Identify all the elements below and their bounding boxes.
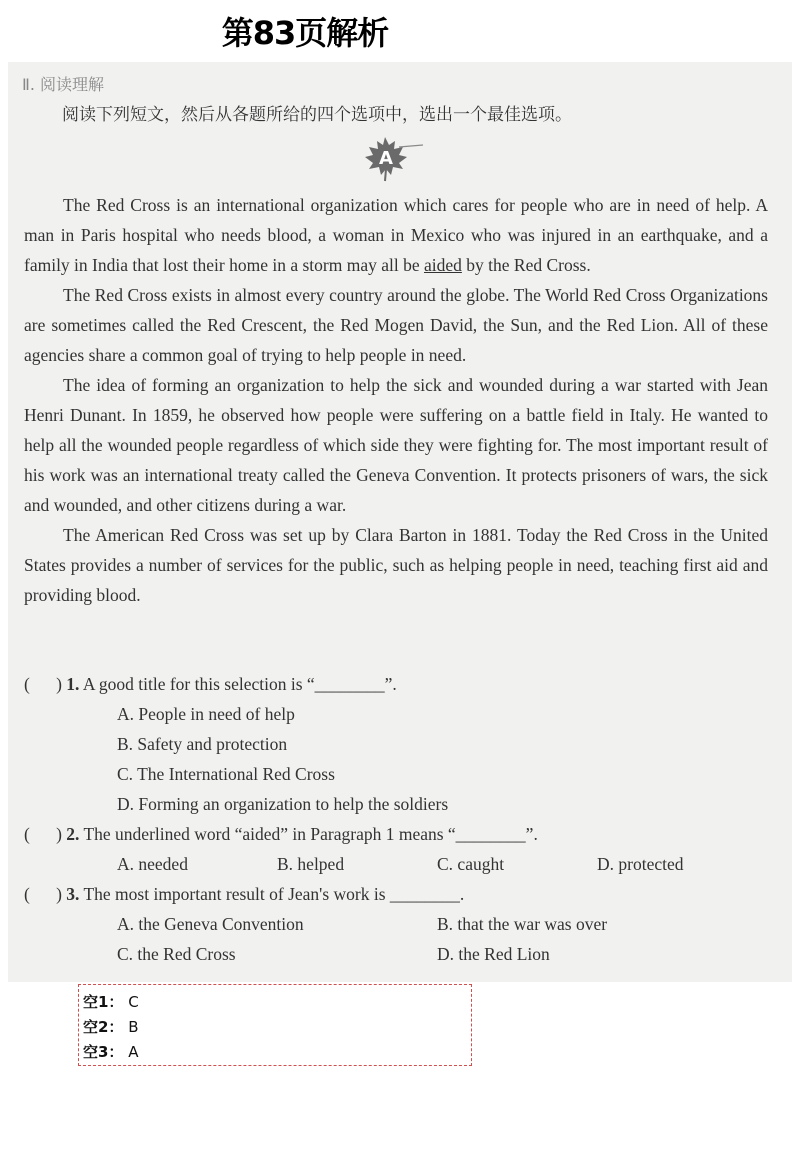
option-3d[interactable]: D. the Red Lion [437,944,550,964]
answer-paren[interactable]: ( ) [24,884,62,904]
paragraph-2: The Red Cross exists in almost every country around the globe. The World Red Cross Organizations are sometimes called the Red Crescent, the Red Mogen David, the Sun, and the Red Lion. All of these agencies share a common goal of trying to help people in need. [24,285,768,365]
answer-row-1: 空1： C [83,993,139,1011]
option-1b[interactable]: B. Safety and protection [117,734,288,754]
option-2a[interactable]: A. needed [117,854,188,874]
option-3c[interactable]: C. the Red Cross [117,944,236,964]
page-title: 第83页解析 [221,14,389,52]
paragraph-4: The American Red Cross was set up by Clara Barton in 1881. Today the Red Cross in the United States provides a number of services for the public, such as helping people in need, teaching first aid and providing blood. [24,525,768,605]
option-1a[interactable]: A. People in need of help [117,704,295,724]
answer-row-2: 空2： B [83,1018,139,1036]
paragraph-3: The idea of forming an organization to help the sick and wounded during a war started with Jean Henri Dunant. In 1859, he observed how people were suffering on a battle field in Italy. He wanted to help all the wounded people regardless of which side they were fighting for. The most important result of his work was an international treaty called the Geneva Convention. It protects prisoners of wars, the sick and wounded, and other citizens during a war. [24,375,768,515]
reading-passage [24,190,768,610]
answer-paren[interactable]: ( ) [24,824,62,844]
option-1d[interactable]: D. Forming an organization to help the soldiers [117,794,449,814]
option-2c[interactable]: C. caught [437,854,505,874]
option-2b[interactable]: B. helped [277,854,345,874]
maple-leaf-icon [355,135,425,183]
answer-row-3: 空3： A [83,1043,139,1061]
option-3a[interactable]: A. the Geneva Convention [117,914,304,934]
underlined-word: aided [423,255,462,275]
section-label: Ⅱ. 阅读理解 [22,75,105,94]
paragraph-1: The Red Cross is an international organization which cares for people who are in need of help. A man in Paris hospital who needs blood, a woman in Mexico who was injured in an earthquake, and a family in India that lost their home in a storm may all be aided by the Red Cross. [24,195,768,275]
option-2d[interactable]: D. protected [597,854,684,874]
question-1: ( ) 1. A good title for this selection is “________”. [24,674,397,694]
question-2: ( ) 2. The underlined word “aided” in Paragraph 1 means “________”. [24,824,538,844]
answer-box [78,984,472,1066]
answer-paren[interactable]: ( ) [24,674,62,694]
instruction: 阅读下列短文，然后从各题所给的四个选项中，选出一个最佳选项。 [62,105,572,125]
question-3: ( ) 3. The most important result of Jean's work is ________. [24,884,465,904]
badge-letter: A [379,148,393,169]
option-1c[interactable]: C. The International Red Cross [117,764,335,784]
option-3b[interactable]: B. that the war was over [437,914,608,934]
